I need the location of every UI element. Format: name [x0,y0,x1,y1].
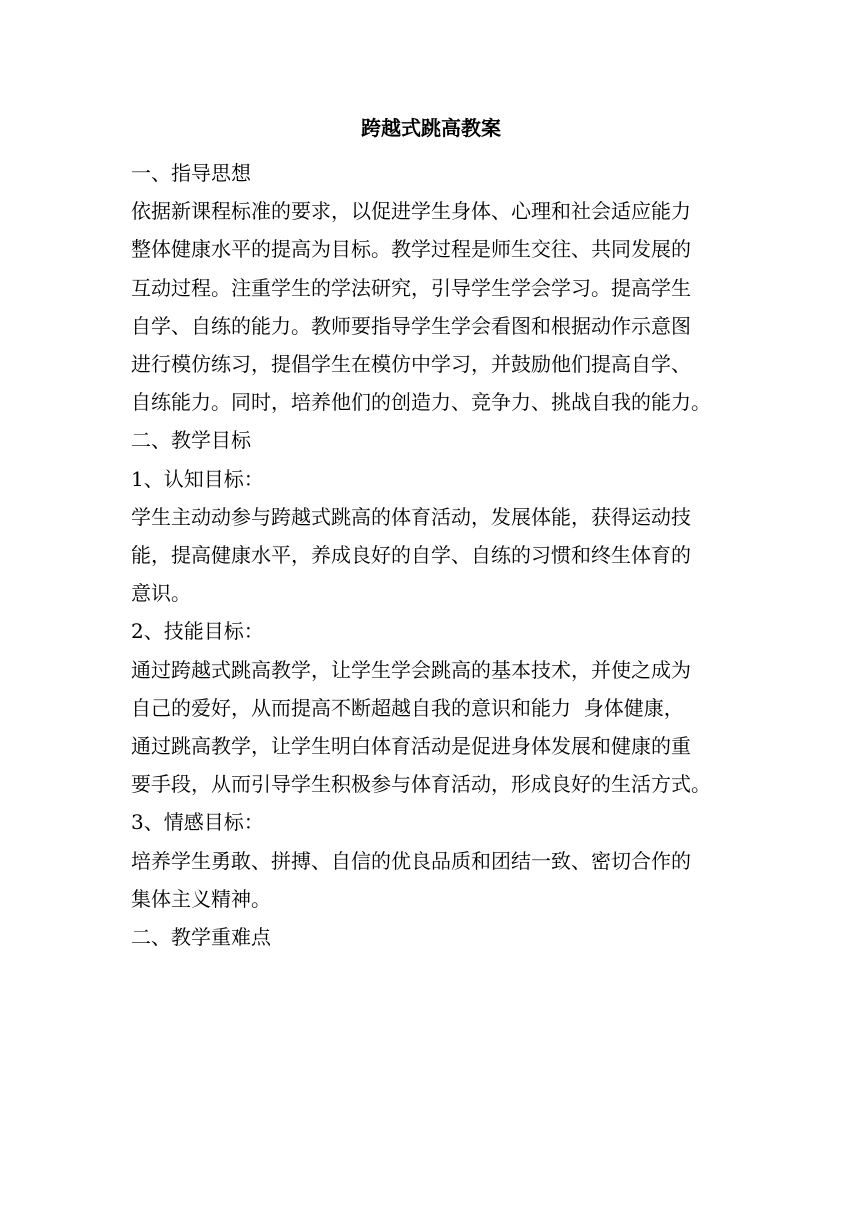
paragraph-line: 通过跨越式跳高教学，让学生学会跳高的基本技术，并使之成为 [131,657,691,682]
paragraph-line: 能，提高健康水平，养成良好的自学、自练的习惯和终生体育的 [131,543,691,568]
section-heading-teaching-goals: 二、教学目标 [131,428,251,453]
paragraph-cognitive-goal [131,498,731,613]
paragraph-line: 要手段，从而引导学生积极参与体育活动，形成良好的生活方式。 [131,772,711,797]
paragraph-line: 整体健康水平的提高为目标。教学过程是师生交往、共同发展的 [131,237,691,262]
paragraph-line: 依据新课程标准的要求，以促进学生身体、心理和社会适应能力 [131,199,691,224]
section-heading-key-difficulties: 二、教学重难点 [131,925,271,950]
paragraph-line: 通过跳高教学，让学生明白体育活动是促进身体发展和健康的重 [131,734,691,759]
paragraph-line: 集体主义精神。 [131,886,271,911]
document-title: 跨越式跳高教案 [361,116,501,140]
paragraph-line: 意识。 [131,581,191,606]
paragraph-line: 培养学生勇敢、拼搏、自信的优良品质和团结一致、密切合作的 [131,848,691,873]
paragraph-line: 自练能力。同时，培养他们的创造力、竞争力、挑战自我的能力。 [131,390,711,415]
paragraph-line: 进行模仿练习，提倡学生在模仿中学习，并鼓励他们提高自学、 [131,352,691,377]
paragraph-skill-goal [131,651,731,804]
section-heading-guiding-ideology: 一、指导思想 [131,161,251,185]
document-body [131,108,731,956]
subheading-emotional-goal: 3、情感目标： [131,810,264,835]
subheading-skill-goal: 2、技能目标： [131,619,264,644]
paragraph-line: 自学、自练的能力。教师要指导学生学会看图和根据动作示意图 [131,313,691,338]
paragraph-line: 学生主动动参与跨越式跳高的体育活动，发展体能，获得运动技 [131,504,691,529]
paragraph-guiding-ideology [131,192,731,421]
paragraph-emotional-goal [131,842,731,918]
subheading-cognitive-goal: 1、认知目标： [131,466,264,491]
paragraph-line: 互动过程。注重学生的学法研究，引导学生学会学习。提高学生 [131,275,691,300]
paragraph-line: 自己的爱好，从而提高不断超越自我的意识和能力 身体健康， [131,695,684,720]
